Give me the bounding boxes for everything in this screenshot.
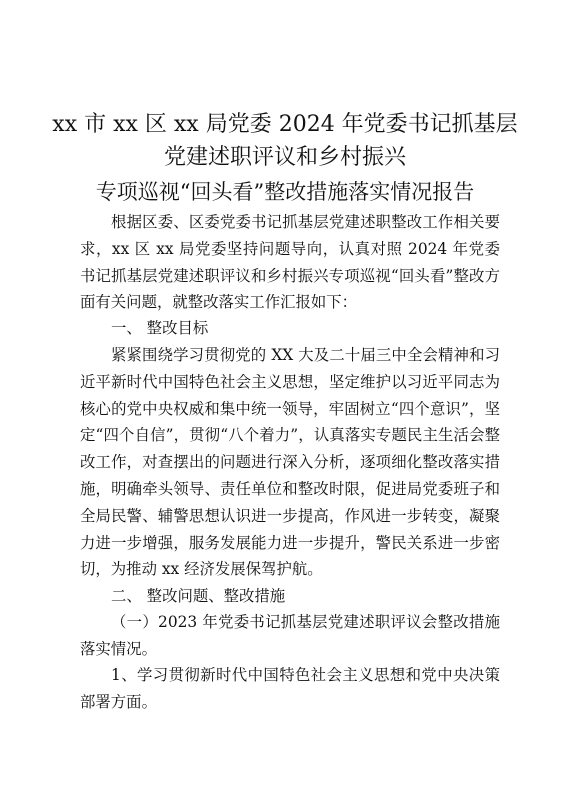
subsection-1-heading: （一）2023 年党委书记抓基层党建述职评议会整改措施落实情况。 (80, 613, 500, 658)
title-line-2: 党建述职评议和乡村振兴 (163, 145, 406, 170)
section-2-heading: 二、 整改问题、整改措施 (111, 587, 286, 605)
title-line-3: 专项巡视“回头看”整改措施落实情况报告 (95, 180, 475, 204)
item-1-heading: 1、学习贯彻新时代中国特色社会主义思想和党中央决策部署方面。 (80, 666, 500, 711)
section-1-heading: 一、 整改目标 (111, 319, 209, 337)
intro-paragraph: 根据区委、区委党委书记抓基层党建述职整改工作相关要求，xx 区 xx 局党委坚持问题导向，认真对照 2024 年党委书记抓基层党建述职评议和乡村振兴专项巡视“回头看”整改方面有关问题，就整改落实工作汇报如下： (80, 213, 500, 312)
title-line-1: xx 市 xx 区 xx 局党委 2024 年党委书记抓基层 (52, 112, 518, 137)
section-1-body: 紧紧围绕学习贯彻党的 XX 大及二十届三中全会精神和习近平新时代中国特色社会主义思想，坚定维护以习近平同志为核心的党中央权威和集中统一领导，牢固树立“四个意识”，坚定“四个自信”，贯彻“八个着力”，认真落实专题民主生活会整改工作，对查摆出的问题进行深入分析，逐项细化整改落实措施，明确牵头领导、责任单位和整改时限，促进局党委班子和全局民警、辅警思想认识进一步提高，作风进一步转变，凝聚力进一步增强，服务发展能力进一步提升，警民关系进一步密切，为推动 xx 经济发展保驾护航。 (80, 346, 500, 579)
